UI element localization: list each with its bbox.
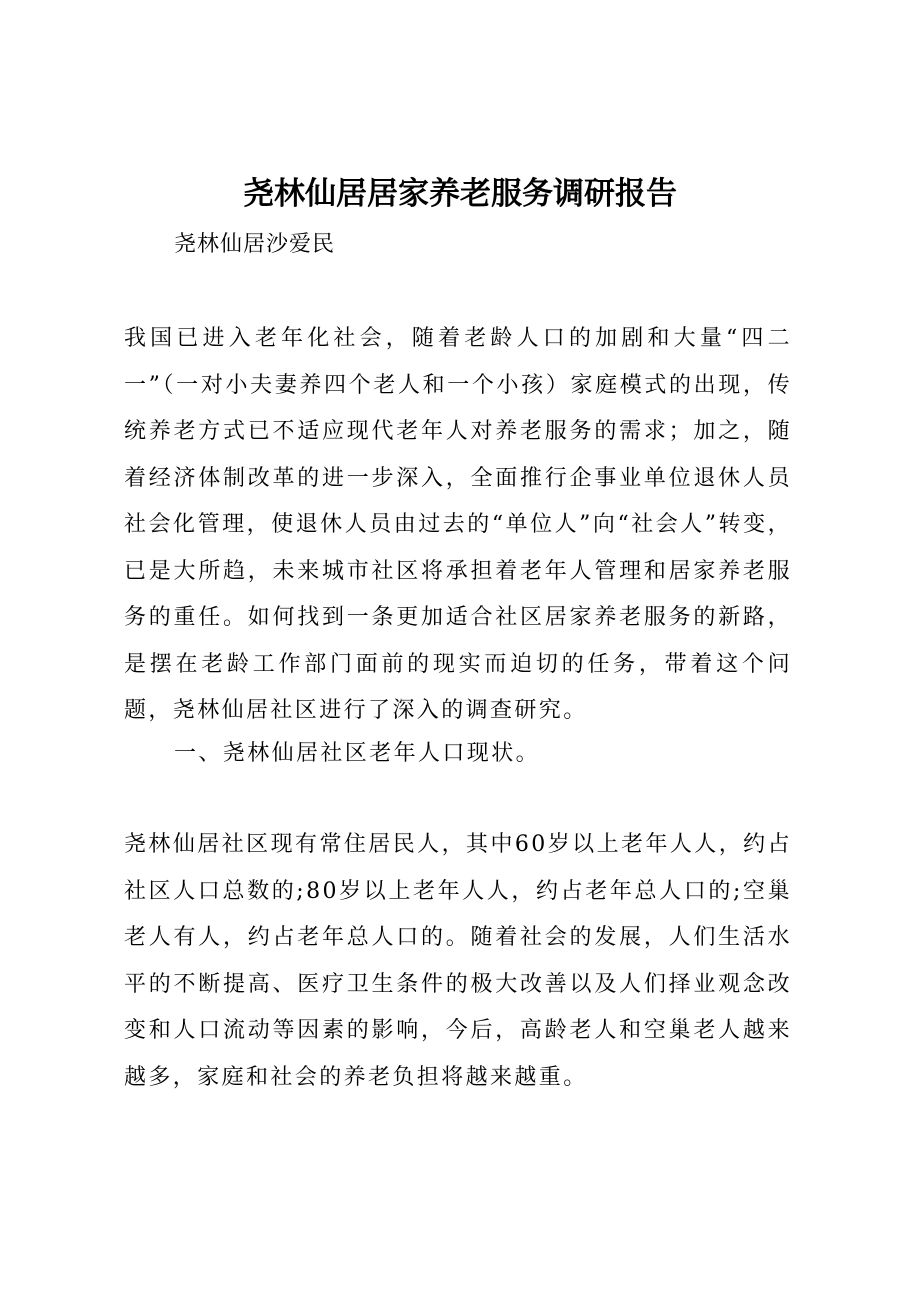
document-author: 尧林仙居沙爱民 xyxy=(174,232,336,257)
body-paragraph-2: 尧林仙居社区现有常住居民人，其中60岁以上老年人人，约占社区人口总数的;80岁以上老年人人，约占老年总人口的;空巢老人有人，约占老年总人口的。随着社会的发展，人们生活水平的不断提高、医疗卫生条件的极大改善以及人们择业观念改变和人口流动等因素的影响，今后，高龄老人和空巢老人越来越多，家庭和社会的养老负担将越来越重。 xyxy=(124,832,792,1090)
document-title: 尧林仙居居家养老服务调研报告 xyxy=(243,176,677,212)
section-heading-1: 一、尧林仙居社区老年人口现状。 xyxy=(174,741,541,766)
body-paragraph-1: 我国已进入老年化社会，随着老龄人口的加剧和大量“四二一”（一对小夫妻养四个老人和一个小孩）家庭模式的出现，传统养老方式已不适应现代老年人对养老服务的需求；加之，随着经济体制改革的进一步深入，全面推行企事业单位退休人员社会化管理，使退休人员由过去的“单位人”向“社会人”转变，已是大所趋，未来城市社区将承担着老年人管理和居家养老服务的重任。如何找到一条更加适合社区居家养老服务的新路，是摆在老龄工作部门面前的现实而迫切的任务，带着这个问题，尧林仙居社区进行了深入的调查研究。 xyxy=(124,326,792,723)
